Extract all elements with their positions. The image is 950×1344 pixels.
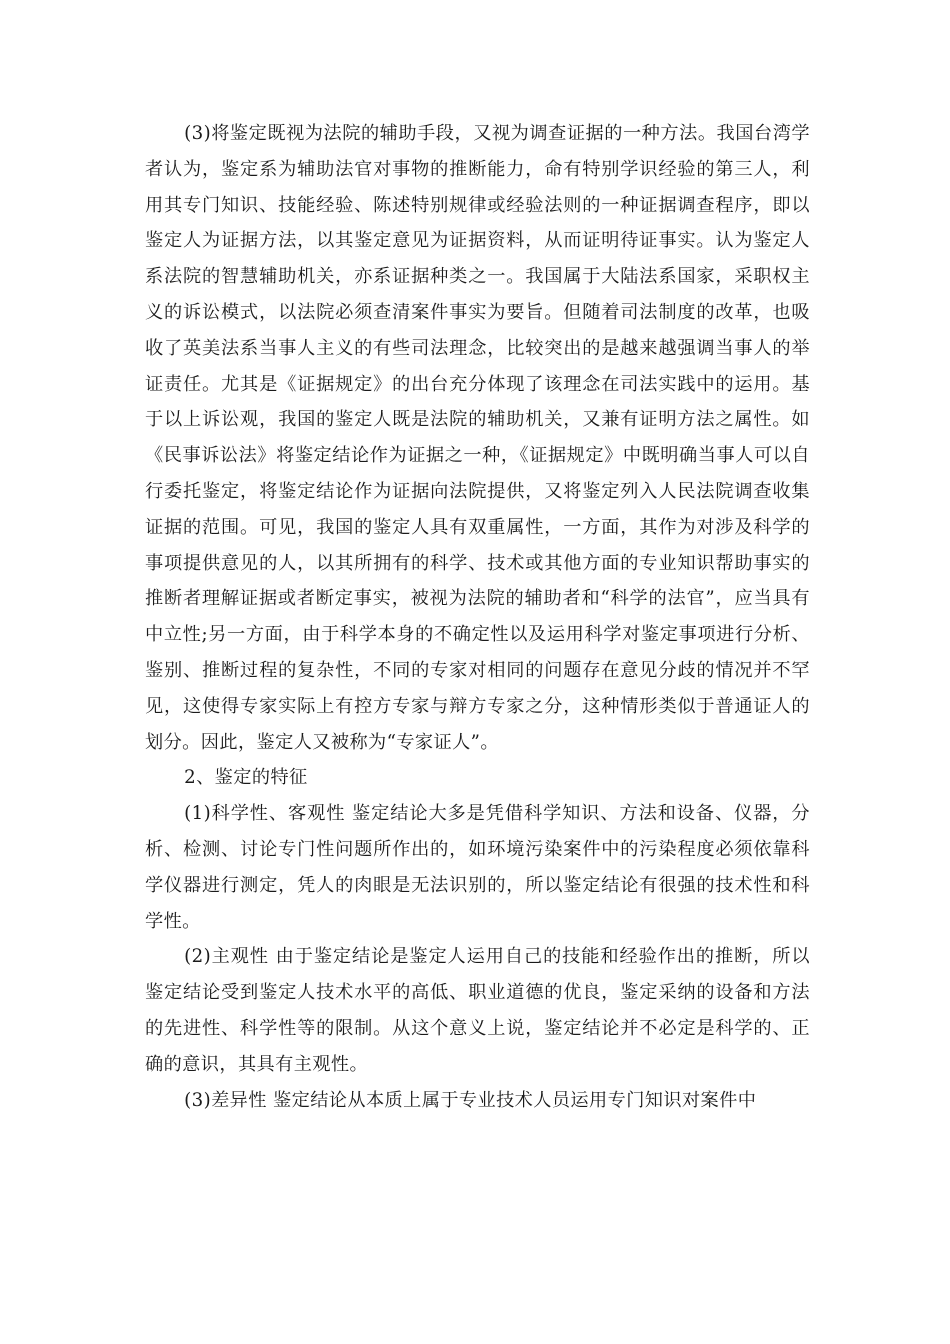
paragraph-scientific-objective: (1)科学性、客观性 鉴定结论大多是凭借科学知识、方法和设备、仪器，分析、检测、讨论专门性问题所作出的，如环境污染案件中的污染程度必须依靠科学仪器进行测定，凭人的肉眼是无法识别的，所以鉴定结论有很强的技术性和科学性。 xyxy=(145,803,810,932)
document-page xyxy=(145,116,810,1118)
paragraph-subjectivity: (2)主观性 由于鉴定结论是鉴定人运用自己的技能和经验作出的推断，所以鉴定结论受到鉴定人技术水平的高低、职业道德的优良，鉴定采纳的设备和方法的先进性、科学性等的限制。从这个意义上说，鉴定结论并不必定是科学的、正确的意识，其具有主观性。 xyxy=(145,946,810,1075)
paragraph-expert-dual-role: (3)将鉴定既视为法院的辅助手段，又视为调查证据的一种方法。我国台湾学者认为，鉴定系为辅助法官对事物的推断能力，命有特别学识经验的第三人，利用其专门知识、技能经验、陈述特别规律或经验法则的一种证据调查程序，即以鉴定人为证据方法，以其鉴定意见为证据资料，从而证明待证事实。认为鉴定人系法院的智慧辅助机关，亦系证据种类之一。我国属于大陆法系国家，采职权主义的诉讼模式，以法院必须查清案件事实为要旨。但随着司法制度的改革，也吸收了英美法系当事人主义的有些司法理念，比较突出的是越来越强调当事人的举证责任。尤其是《证据规定》的出台充分体现了该理念在司法实践中的运用。基于以上诉讼观，我国的鉴定人既是法院的辅助机关，又兼有证明方法之属性。如《民事诉讼法》将鉴定结论作为证据之一种，《证据规定》中既明确当事人可以自行委托鉴定，将鉴定结论作为证据向法院提供，又将鉴定列入人民法院调查收集证据的范围。可见，我国的鉴定人具有双重属性，一方面，其作为对涉及科学的事项提供意见的人，以其所拥有的科学、技术或其他方面的专业知识帮助事实的推断者理解证据或者断定事实，被视为法院的辅助者和“科学的法官”，应当具有中立性;另一方面，由于科学本身的不确定性以及运用科学对鉴定事项进行分析、鉴别、推断过程的复杂性，不同的专家对相同的问题存在意见分歧的情况并不罕见，这使得专家实际上有控方专家与辩方专家之分，这种情形类似于普通证人的划分。因此，鉴定人又被称为“专家证人”。 xyxy=(145,123,810,753)
paragraph-difference: (3)差异性 鉴定结论从本质上属于专业技术人员运用专门知识对案件中 xyxy=(184,1089,757,1111)
section-heading-appraisal-features: 2、鉴定的特征 xyxy=(184,767,308,789)
